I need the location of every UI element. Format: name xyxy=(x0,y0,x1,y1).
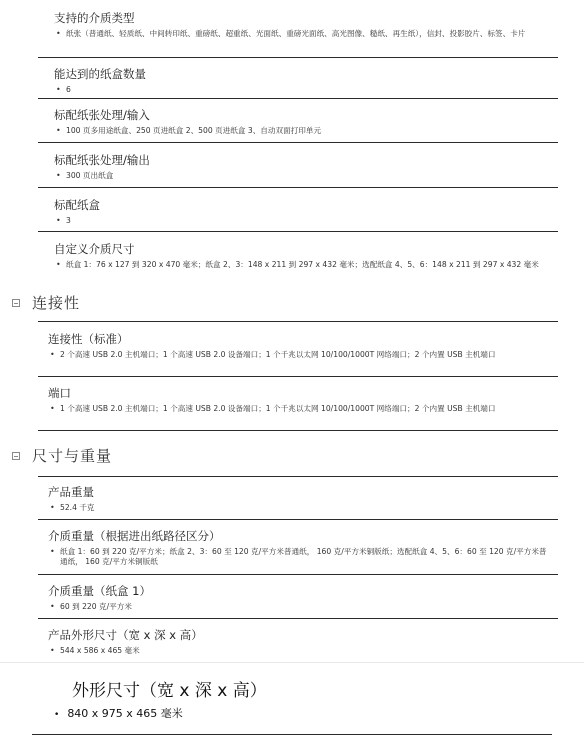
magnified-value-row xyxy=(54,705,183,721)
collapse-toggle-icon[interactable] xyxy=(12,452,20,460)
spec-title: 介质重量（根据进出纸路径区分） xyxy=(48,529,221,543)
spec-title: 产品重量 xyxy=(48,485,94,499)
divider xyxy=(38,519,558,520)
spec-product-size xyxy=(48,627,553,656)
divider xyxy=(38,231,558,232)
spec-paper-output xyxy=(54,152,554,181)
spec-title: 支持的介质类型 xyxy=(54,11,135,25)
spec-value: • 3 xyxy=(54,216,554,226)
spec-title: 自定义介质尺寸 xyxy=(54,242,135,256)
section-header-connectivity[interactable] xyxy=(12,292,80,313)
section-header-dimensions[interactable] xyxy=(12,445,112,466)
divider xyxy=(38,574,558,575)
spec-value: • 纸张（普通纸、轻质纸、中间转印纸、重磅纸、超重纸、光面纸、重磅光面纸、高光图像、糙纸、再生纸），信封、投影胶片、标签、卡片 xyxy=(54,29,564,39)
spec-title: 能达到的纸盒数量 xyxy=(54,67,146,81)
spec-value: • 60 到 220 克/平方米 xyxy=(48,602,553,612)
spec-value: • 2 个高速 USB 2.0 主机端口；1 个高速 USB 2.0 设备端口；1 个千兆以太网 10/100/1000T 网络端口；2 个内置 USB 主机端口 xyxy=(48,350,553,360)
spec-title: 连接性（标准） xyxy=(48,332,129,346)
spec-media-types xyxy=(54,10,564,39)
spec-title: 标配纸盒 xyxy=(54,198,100,212)
divider xyxy=(38,430,558,431)
spec-value: • 1 个高速 USB 2.0 主机端口；1 个高速 USB 2.0 设备端口；1 个千兆以太网 10/100/1000T 网络端口；2 个内置 USB 主机端口 xyxy=(48,404,553,414)
spec-connectivity-standard xyxy=(48,331,553,360)
divider xyxy=(38,321,558,322)
spec-title: 端口 xyxy=(48,386,71,400)
spec-title: 标配纸张处理/输入 xyxy=(54,108,150,122)
divider xyxy=(38,476,558,477)
spec-title: 介质重量（纸盒 1） xyxy=(48,584,151,598)
magnified-title: 外形尺寸（宽 x 深 x 高） xyxy=(72,681,267,701)
divider xyxy=(0,662,584,663)
spec-product-weight xyxy=(48,484,553,513)
collapse-toggle-icon[interactable] xyxy=(12,299,20,307)
divider xyxy=(38,142,558,143)
spec-media-weight xyxy=(48,528,553,567)
spec-custom-sizes xyxy=(54,241,554,270)
spec-ports xyxy=(48,385,553,414)
divider xyxy=(38,57,558,58)
spec-paper-input xyxy=(54,107,554,136)
divider xyxy=(38,618,558,619)
divider xyxy=(32,734,552,735)
spec-title: 标配纸张处理/输出 xyxy=(54,153,150,167)
magnified-value: 840 x 975 x 465 毫米 xyxy=(67,707,183,720)
spec-media-weight-tray1 xyxy=(48,583,553,612)
section-title: 连接性 xyxy=(32,294,81,312)
section-title: 尺寸与重量 xyxy=(32,447,113,465)
spec-standard-trays xyxy=(54,197,554,226)
spec-value: • 300 页出纸盒 xyxy=(54,171,554,181)
spec-value: • 6 xyxy=(54,85,554,95)
divider xyxy=(38,376,558,377)
spec-title: 产品外形尺寸（宽 x 深 x 高） xyxy=(48,628,203,642)
spec-value: • 纸盒 1：76 x 127 到 320 x 470 毫米；纸盒 2、3：148 x 211 到 297 x 432 毫米；选配纸盒 4、5、6：148 x 211 到 297 x 432 毫米 xyxy=(54,260,554,270)
spec-value: • 52.4 千克 xyxy=(48,503,553,513)
spec-value: • 纸盒 1：60 到 220 克/平方米；纸盒 2、3：60 至 120 克/平方米普通纸， 160 克/平方米铜版纸；选配纸盒 4、5、6：60 至 120 克/平方米普通纸， 160 克/平方米铜版纸 xyxy=(48,547,553,567)
bullet-icon: • xyxy=(54,710,60,720)
spec-value: • 100 页多用途纸盒、250 页进纸盒 2、500 页进纸盒 3、自动双面打印单元 xyxy=(54,126,554,136)
spec-value: • 544 x 586 x 465 毫米 xyxy=(48,646,553,656)
divider xyxy=(38,187,558,188)
spec-tray-count xyxy=(54,66,554,95)
divider xyxy=(38,98,558,99)
